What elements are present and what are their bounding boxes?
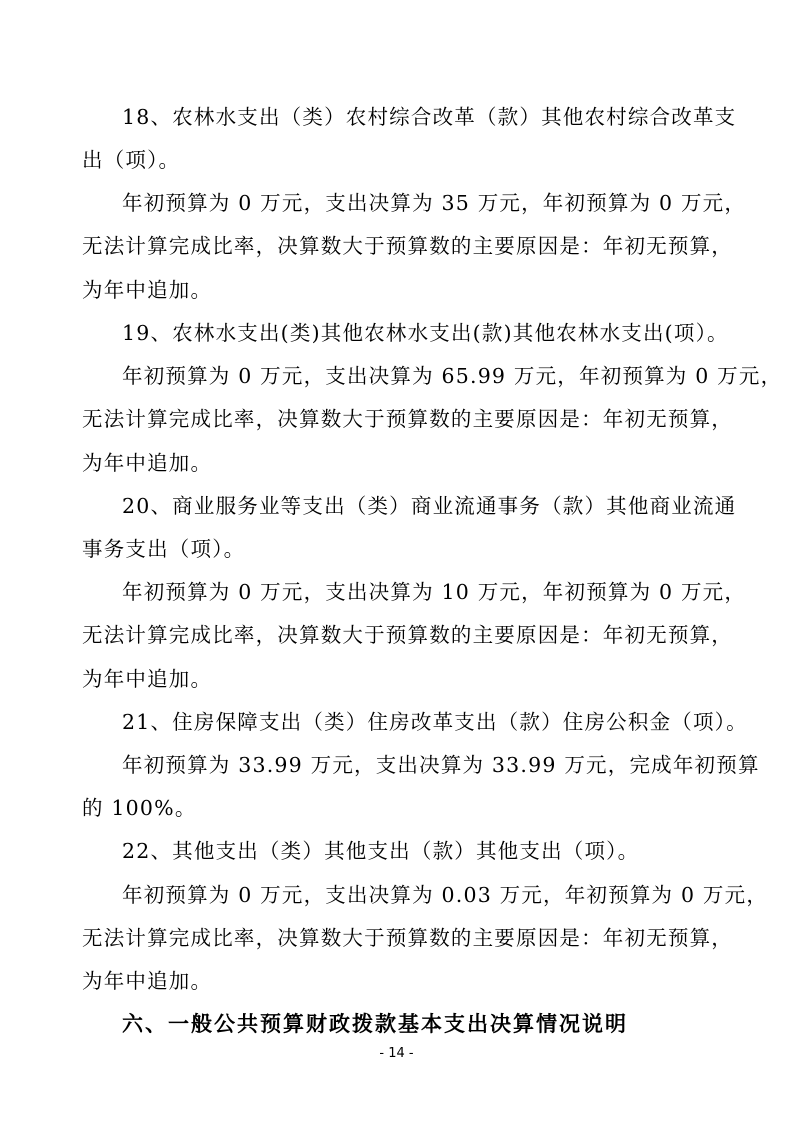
section-heading: 六、一般公共预算财政拨款基本支出决算情况说明 [122,1012,628,1036]
item-22-title-line-1: 22、其他支出（类）其他支出（款）其他支出（项）。 [122,839,640,863]
item-20-body-line-3: 为年中追加。 [82,667,213,691]
page-number: - 14 - [379,1046,414,1061]
item-22-body-line-1: 年初预算为 0 万元，支出决算为 0.03 万元，年初预算为 0 万元， [122,883,769,907]
item-22-body-line-2: 无法计算完成比率，决算数大于预算数的主要原因是：年初无预算， [82,926,733,950]
item-18-title-line-2: 出（项）。 [82,148,181,172]
item-19-body-line-1: 年初预算为 0 万元，支出决算为 65.99 万元，年初预算为 0 万元， [122,364,783,388]
item-18-body-line-3: 为年中追加。 [82,278,213,302]
item-20-title-line-1: 20、商业服务业等支出（类）商业流通事务（款）其他商业流通 [122,494,737,518]
item-20-body-line-2: 无法计算完成比率，决算数大于预算数的主要原因是：年初无预算， [82,623,733,647]
item-18-body-line-1: 年初预算为 0 万元，支出决算为 35 万元，年初预算为 0 万元， [122,191,747,215]
item-19-body-line-3: 为年中追加。 [82,451,213,475]
item-21-body-line-1: 年初预算为 33.99 万元，支出决算为 33.99 万元，完成年初预算 [122,753,760,777]
item-19-body-line-2: 无法计算完成比率，决算数大于预算数的主要原因是：年初无预算， [82,407,733,431]
item-20-title-line-2: 事务支出（项）。 [82,537,246,561]
item-21-title-line-1: 21、住房保障支出（类）住房改革支出（款）住房公积金（项）。 [122,710,748,734]
item-18-title-line-1: 18、农林水支出（类）农村综合改革（款）其他农村综合改革支 [122,105,737,129]
item-18-body-line-2: 无法计算完成比率，决算数大于预算数的主要原因是：年初无预算， [82,234,733,258]
item-21-body-line-2: 的 100%。 [82,796,197,820]
item-20-body-line-1: 年初预算为 0 万元，支出决算为 10 万元，年初预算为 0 万元， [122,580,747,604]
item-22-body-line-3: 为年中追加。 [82,969,213,993]
item-19-title-line-1: 19、农林水支出(类)其他农林水支出(款)其他农林水支出(项）。 [122,321,729,345]
